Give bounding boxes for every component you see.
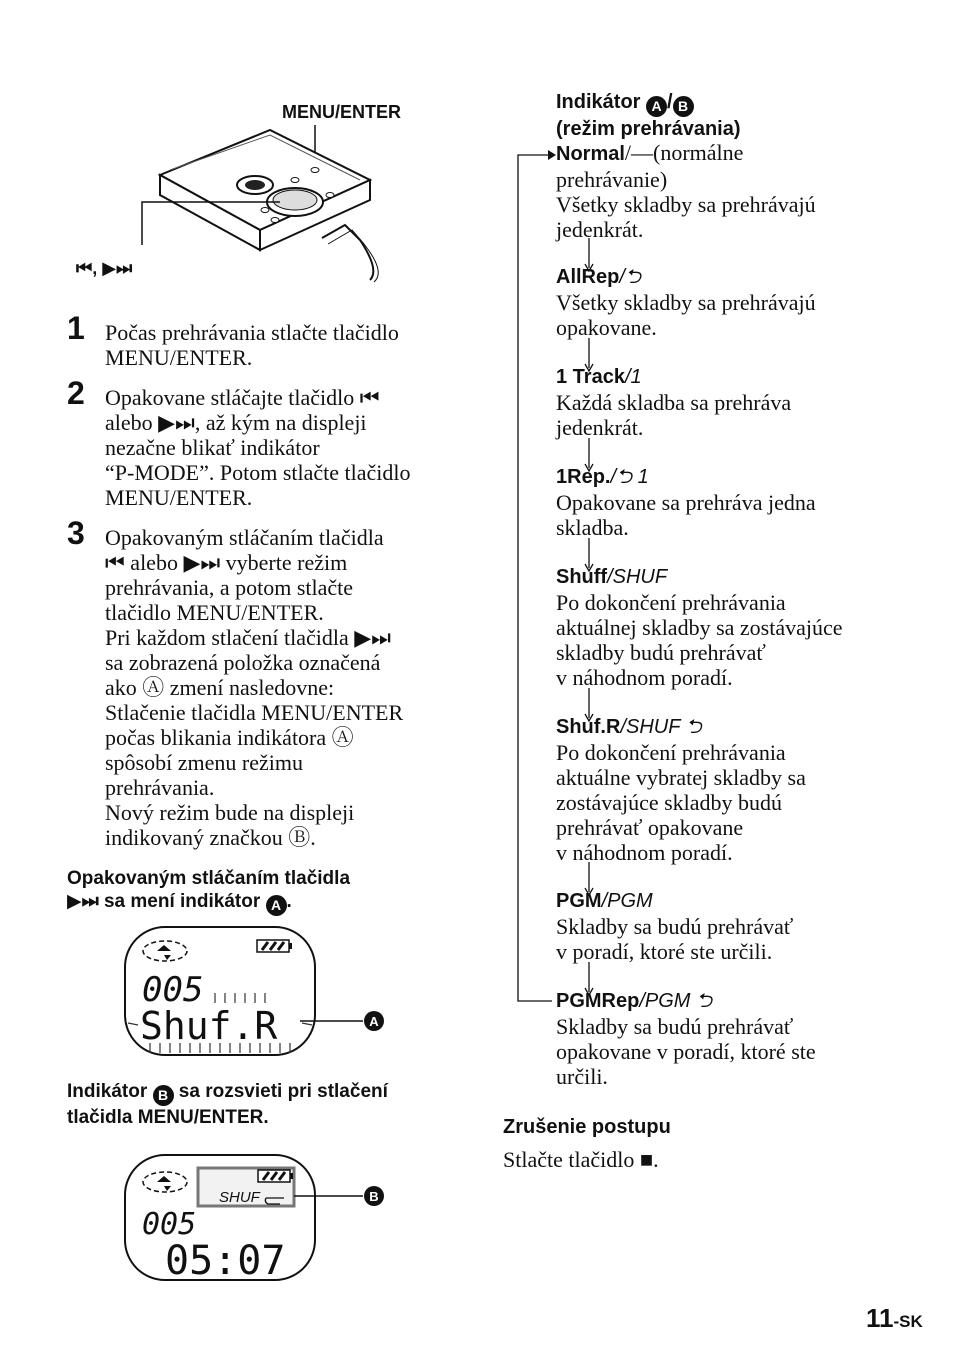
caption-b-pre: Indikátor — [67, 1081, 148, 1102]
step-3-text: Opakovaným stláčaním tlačidla ⏮ alebo ▶⏭ vyberte režim prehrávania, a potom stlačte tlačidlo MENU/ENTER. Pri každom stlačení tlačidla ▶⏭ sa zobrazená položka označená ako Ⓐ zmení nasledovne: Stlačenie tlačidla MENU/ENTER počas blikania indikátora Ⓐ spôsobí zmenu režimu prehrávania. Nový režim bude na displeji indikovaný značkou Ⓑ. — [105, 525, 404, 850]
caption-b — [67, 1080, 447, 1129]
step-2-text: Opakovane stláčajte tlačidlo ⏮ alebo ▶⏭, až kým na displeji nezačne blikať indikátor “P-MODE”. Potom stlačte tlačidlo MENU/ENTER. — [105, 385, 411, 510]
mode-name: PGM — [556, 890, 602, 912]
mode-1rep — [556, 465, 896, 540]
modes-header-subtitle: (režim prehrávania) — [556, 118, 741, 140]
mode-display: /PGM — [601, 890, 653, 912]
mode-description: prehrávanie) Všetky skladby sa prehrávajú jedenkrát. — [556, 167, 816, 242]
caption-b-line2: tlačidla MENU/ENTER. — [67, 1107, 269, 1128]
lcd-a-track: 005 — [142, 970, 204, 1010]
mode-display: /SHUF — [607, 566, 668, 588]
mode-description: Po dokončení prehrávania aktuálnej skladby sa zostávajúce skladby budú prehrávať v náhodnom poradí. — [556, 590, 843, 690]
badge-b: B — [153, 1085, 174, 1106]
step-1-number: 1 — [67, 310, 85, 346]
header-badge-a: A — [646, 96, 667, 117]
mode-pgmrep — [556, 989, 896, 1089]
step-3-number: 3 — [67, 515, 85, 551]
mode-description: Po dokončení prehrávania aktuálne vybratej skladby sa zostávajúce skladby budú prehrávať opakovane v náhodnom poradí. — [556, 740, 806, 865]
lcd-display-a — [120, 925, 390, 1060]
mode-description: Všetky skladby sa prehrávajú opakovane. — [556, 290, 816, 340]
mode-display: /⮌ 1 — [610, 466, 649, 488]
mode-normal — [556, 140, 896, 242]
mode-name: PGMRep — [556, 990, 640, 1012]
mode-display: /PGM ⮌ — [639, 990, 713, 1012]
mode-description: Opakovane sa prehráva jedna skladba. — [556, 490, 816, 540]
cycle-return-arrow — [510, 145, 560, 1010]
mode-shuff — [556, 565, 896, 690]
lcd-display-b — [120, 1152, 390, 1287]
badge-a: A — [266, 895, 287, 916]
caption-a-line2: ▶⏭ sa mení indikátor — [67, 891, 261, 912]
step-2-number: 2 — [67, 375, 85, 411]
caption-a-line1: Opakovaným stláčaním tlačidla — [67, 868, 351, 889]
cancel-text: Stlačte tlačidlo ■. — [503, 1147, 659, 1172]
mode-allrep — [556, 265, 896, 340]
lcd-b-time: 05:07 — [165, 1238, 286, 1284]
mode-display: /—(normálne — [624, 140, 744, 165]
mode-description: Každá skladba sa prehráva jedenkrát. — [556, 390, 792, 440]
mode-description: Skladby sa budú prehrávať opakovane v poradí, ktoré ste určili. — [556, 1014, 816, 1089]
page-number-suffix: -SK — [893, 1312, 923, 1331]
lcd-b-callout: B — [369, 1189, 379, 1204]
lcd-a-mode: Shuf.R — [140, 1004, 278, 1048]
mode-name: Shuff — [556, 566, 608, 588]
mode-shuf-r — [556, 715, 896, 865]
mode-name: Shuf.R — [556, 716, 621, 738]
lcd-a-callout: A — [369, 1014, 379, 1029]
mode-display: /1 — [624, 366, 642, 388]
page-number-value: 11 — [866, 1303, 894, 1333]
modes-header-title: Indikátor — [556, 91, 641, 113]
caption-a: Opakovaným stláčaním tlačidla ▶⏭ sa mení indikátor A . — [67, 867, 427, 916]
mode-1-track — [556, 365, 896, 440]
modes-header: Indikátor A / B (režim prehrávania) — [556, 90, 896, 142]
mode-name: 1 Track — [556, 366, 625, 388]
cancel-heading: Zrušenie postupu — [503, 1116, 671, 1138]
mode-description: Skladby sa budú prehrávať v poradí, ktoré ste určili. — [556, 914, 794, 964]
page-number — [866, 1303, 923, 1334]
header-badge-b: B — [673, 96, 694, 117]
mode-pgm — [556, 889, 896, 964]
menu-enter-label: MENU/ENTER — [282, 102, 402, 122]
mode-name: Normal — [556, 143, 625, 165]
mode-display: /⮌ — [619, 266, 641, 288]
skip-buttons-label: ⏮, ▶⏭ — [76, 258, 133, 278]
lcd-b-track: 005 — [142, 1207, 197, 1242]
step-1-text: Počas prehrávania stlačte tlačidlo MENU/ENTER. — [105, 320, 399, 370]
caption-b-post: sa rozsvieti pri stlačení — [178, 1081, 388, 1102]
mode-name: 1Rep. — [556, 466, 611, 488]
mode-name: AllRep — [556, 266, 620, 288]
lcd-b-mode-indicator: SHUF — [219, 1189, 260, 1206]
mode-display: /SHUF ⮌ — [620, 716, 702, 738]
